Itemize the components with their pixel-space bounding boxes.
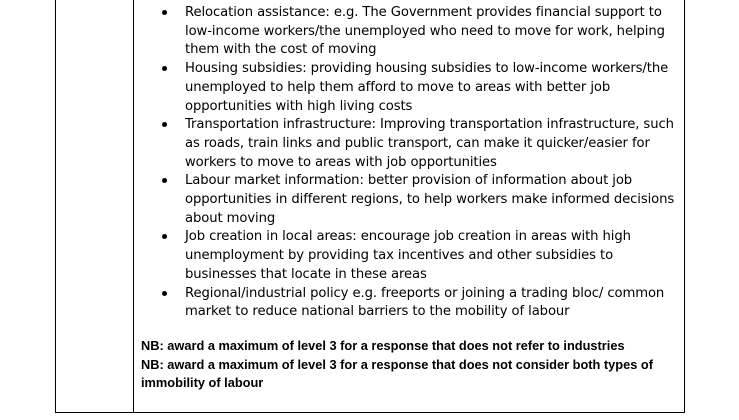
bullet-icon [162,10,167,15]
marking-note: NB: award a maximum of level 3 for a response that does not consider both types of immobility of labour [141,356,653,391]
bullet-icon [162,234,167,239]
list-item [141,116,681,172]
bullet-list [141,4,681,322]
list-item [141,172,681,228]
list-item-text: Job creation in local areas: encourage job creation in areas with high unemployment by providing tax incentives and other subsidies to businesses that locate in these areas [185,229,631,282]
list-item-text: Transportation infrastructure: Improving transportation infrastructure, such as roads, train links and public transport, can make it quicker/easier for workers to move to areas with job opportunities [185,117,674,170]
list-item-text: Regional/industrial policy e.g. freeports or joining a trading bloc/ common market to reduce national barriers to the mobility of labour [185,285,665,320]
marking-note: NB: award a maximum of level 3 for a response that does not refer to industries [141,337,625,353]
bullet-icon [162,291,167,296]
table-left-border [55,0,56,413]
list-item-text: Relocation assistance: e.g. The Government provides financial support to low-income workers/the unemployed who need to move for work, helping them with the cost of moving [185,5,665,58]
indicative-content-cell [141,4,681,393]
marking-notes [141,337,681,393]
bullet-icon [162,178,167,183]
bullet-icon [162,66,167,71]
list-item [141,228,681,284]
table-column-divider [133,0,134,413]
bullet-icon [162,122,167,127]
list-item [141,285,681,322]
list-item-text: Housing subsidies: providing housing subsidies to low-income workers/the unemployed to help them afford to move to areas with better job opportunities with high living costs [185,61,669,114]
list-item [141,60,681,116]
table-right-border [684,0,685,413]
list-item-text: Labour market information: better provision of information about job opportunities in different regions, to help workers make informed decisions about moving [185,173,675,226]
list-item [141,4,681,60]
table-bottom-border [55,412,685,413]
